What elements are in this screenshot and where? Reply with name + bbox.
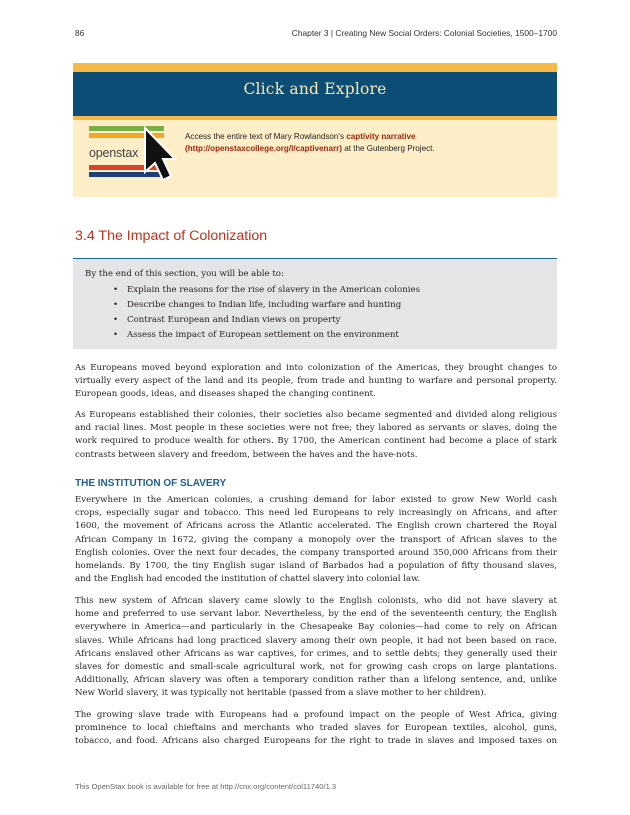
text-line: This new system of African slavery came slowly to the English colonists, who did not have slavery at [75,596,557,606]
feature-under-stripe [73,116,557,120]
text-line: 1600, the movement of Africans across the Atlantic accelerated. The English crown chartered the Royal [75,521,557,532]
text-line: homelands. By 1700, the tiny English sugar island of Barbados had a population of fifty thousand slaves, [75,561,557,572]
text-line: Additionally, African slavery was often a temporary condition rather than a lifelong sentence, and, unlike [75,675,557,686]
feature-text-before: Access the entire text of Mary Rowlandson's [185,132,347,141]
objectives-list [113,283,420,343]
text-line: everywhere in America—and particularly in the Chesapeake Bay colonies—had come to rely on African [75,622,557,633]
objective-item: • Contrast European and Indian views on property [113,313,420,328]
subsection-heading: THE INSTITUTION OF SLAVERY [75,478,227,489]
text-line: European goods, ideas, and diseases shaped the changing continent. [75,389,376,400]
captivity-narrative-link[interactable]: captivity narrative [346,132,416,141]
feature-text-after: at the Gutenberg Project. [341,144,435,153]
paragraph-exploration [75,362,557,402]
text-line: prominence to local chieftains and merchants who traded slaves for European textiles, alcohol, guns, [75,723,557,734]
openstax-logo [89,126,177,186]
text-line: virtually every aspect of the land and its people, from trade and hunting to warfare and personal property. [75,376,557,387]
learning-objectives-box [73,258,557,349]
captivity-narrative-url[interactable]: (http://openstaxcollege.org/l/captivenarr) [185,144,342,153]
feature-top-stripe [73,63,557,72]
text-line: tobacco, and food. Africans also charged Europeans for the right to trade in slaves and imposed taxes on [75,736,557,747]
text-line: work required to produce wealth for others. By 1700, the American continent had become a place of stark [75,436,557,447]
objectives-intro: By the end of this section, you will be able to: [85,269,284,279]
feature-title: Click and Explore [243,80,387,98]
text-line: home and preferred to use servant labor. Nevertheless, by the end of the seventeenth century, the English [75,609,557,620]
text-line: Africans enslaved other Africans as war captives, for crimes, and to settle debts; they generally used their [75,648,557,659]
text-line: New World slavery, it was typically not heritable (passed from a slave mother to her children). [75,688,487,699]
paragraph-african-slavery [75,595,557,701]
text-line: African Company in 1672, giving the company a monopoly over the transport of African slaves to the [75,534,557,545]
text-line: As Europeans moved beyond exploration and into colonization of the Americas, they brought changes to [75,363,557,373]
text-line: Everywhere in the American colonies, a crushing demand for labor existed to grow New World cash [75,495,557,505]
chapter-title: Chapter 3 | Creating New Social Orders: Colonial Societies, 1500–1700 [291,28,557,38]
text-line: The growing slave trade with Europeans had a profound impact on the people of West Africa, giving [75,710,557,720]
text-line: English colonies. Over the next four decades, the company transported around 350,000 Africans from their [75,547,557,558]
objective-item: • Explain the reasons for the rise of slavery in the American colonies [113,283,420,298]
cursor-arrow-icon [141,126,177,182]
text-line: slaves for domestic and small-scale agricultural work, not for growing cash crops on large plantations. [75,662,557,673]
logo-wordmark: openstax [89,146,139,160]
objective-item: • Describe changes to Indian life, including warfare and hunting [113,298,420,313]
text-line: contrasts between slavery and freedom, between the haves and the have-nots. [75,449,418,460]
text-line: slaves. While Africans had long practiced slavery among their own people, it had not been based on race. [75,635,557,646]
paragraph-slave-trade [75,709,557,749]
page-number: 86 [75,28,85,38]
page-footer: This OpenStax book is available for free at http://cnx.org/content/col11740/1.3 [75,782,337,791]
text-line: and racial lines. Most people in these societies were not free; they labored as servants or slaves, doing the [75,423,557,434]
section-title: 3.4 The Impact of Colonization [75,228,268,244]
running-header [75,28,557,42]
text-line: As Europeans established their colonies, their societies also became segmented and divided along religious [75,410,557,420]
feature-description [185,131,525,155]
text-line: crops, especially sugar and tobacco. This need led Europeans to rely increasingly on Africans, and after [75,508,557,519]
objective-item: • Assess the impact of European settlement on the environment [113,328,420,343]
paragraph-segmented-societies [75,409,557,462]
text-line: and the English had encoded the institution of chattel slavery into colonial law. [75,574,421,585]
paragraph-labor-demand [75,494,557,586]
